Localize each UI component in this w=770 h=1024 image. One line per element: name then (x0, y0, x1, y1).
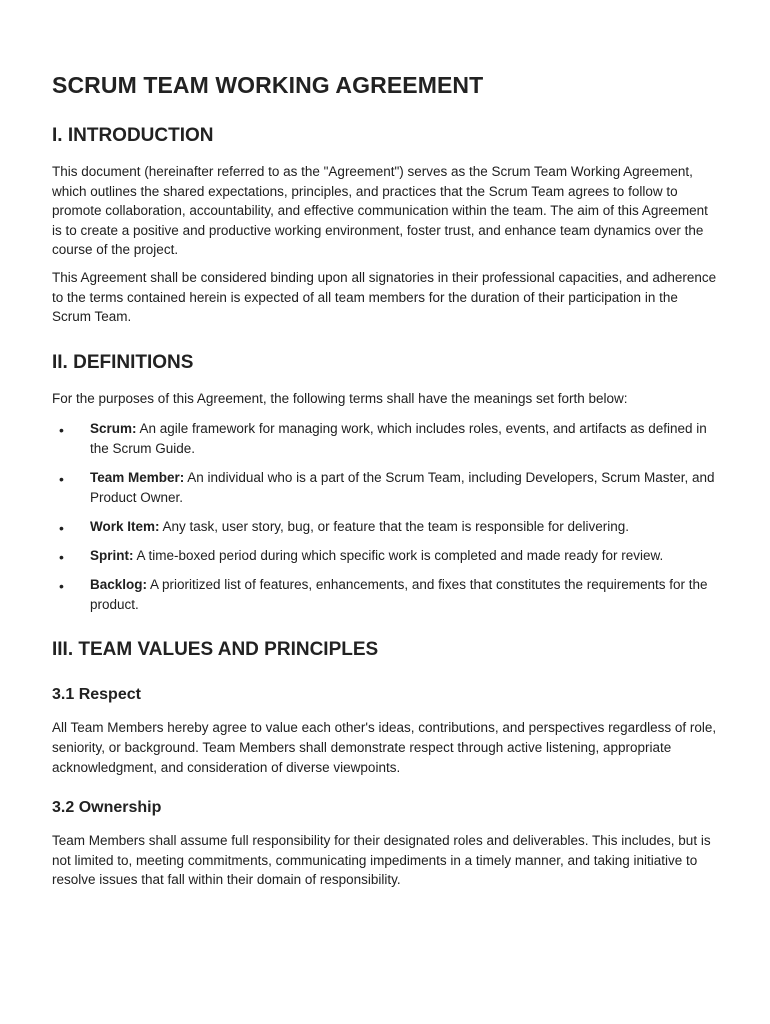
definition-term: Backlog: (90, 577, 148, 593)
respect-subsection (52, 684, 718, 777)
values-heading: III. TEAM VALUES AND PRINCIPLES (52, 639, 379, 661)
introduction-paragraph: This Agreement shall be considered binding upon all signatories in their professional capacities, and adherence to the terms contained herein is expected of all team members for the duration of their participation in the Scrum Team. (52, 269, 717, 325)
bullet-icon: • (59, 549, 64, 566)
definitions-heading: II. DEFINITIONS (52, 351, 194, 373)
definition-term: Scrum: (90, 421, 137, 437)
definition-text: An individual who is a part of the Scrum Team, including Developers, Scrum Master, and Product Owner. (90, 470, 715, 505)
definition-term: Team Member: (90, 470, 185, 486)
definition-term: Work Item: (90, 518, 160, 534)
ownership-text: Team Members shall assume full responsibility for their designated roles and deliverables. This includes, but is not limited to, meeting commitments, communicating impediments in a timely manner, and taking initiative to resolve issues that fall within their domain of responsibility. (52, 833, 711, 888)
definition-item-backlog (52, 575, 718, 614)
definition-item-sprint (52, 546, 718, 566)
definition-item-scrum (52, 419, 718, 458)
definition-term: Sprint: (90, 548, 134, 564)
bullet-icon: • (59, 578, 64, 595)
introduction-paragraph: This document (hereinafter referred to as the "Agreement") serves as the Scrum Team Working Agreement, which outlines the shared expectations, principles, and practices that the Scrum Team agrees to follow to promote collaboration, accountability, and effective communication within the team. The aim of this Agreement is to create a positive and productive working environment, foster trust, and enhance team dynamics over the course of the project. (52, 164, 708, 258)
values-section (52, 638, 718, 890)
definition-item-work-item (52, 517, 718, 537)
definition-text: Any task, user story, bug, or feature that the team is responsible for delivering. (159, 518, 630, 534)
definitions-intro: For the purposes of this Agreement, the following terms shall have the meanings set forth below: (52, 390, 628, 406)
introduction-heading: I. INTRODUCTION (52, 125, 214, 146)
document-title: SCRUM TEAM WORKING AGREEMENT (52, 72, 484, 98)
introduction-section (52, 124, 718, 327)
definition-text: An agile framework for managing work, which includes roles, events, and artifacts as defined in the Scrum Guide. (90, 421, 707, 456)
definition-item-team-member (52, 468, 718, 507)
ownership-heading: 3.2 Ownership (52, 799, 162, 817)
respect-text: All Team Members hereby agree to value each other's ideas, contributions, and perspectives regardless of role, seniority, or background. Team Members shall demonstrate respect through active listening, appropriate acknowledgment, and consideration of diverse viewpoints. (52, 720, 717, 775)
ownership-subsection (52, 797, 718, 890)
bullet-icon: • (59, 422, 64, 439)
bullet-icon: • (59, 519, 64, 536)
definitions-list (52, 419, 718, 614)
respect-heading: 3.1 Respect (52, 686, 141, 704)
definitions-section (52, 351, 718, 615)
definition-text: A time-boxed period during which specific work is completed and made ready for review. (133, 548, 664, 564)
bullet-icon: • (59, 471, 64, 488)
definition-text: A prioritized list of features, enhancements, and fixes that constitutes the requirements for the product. (90, 577, 708, 612)
